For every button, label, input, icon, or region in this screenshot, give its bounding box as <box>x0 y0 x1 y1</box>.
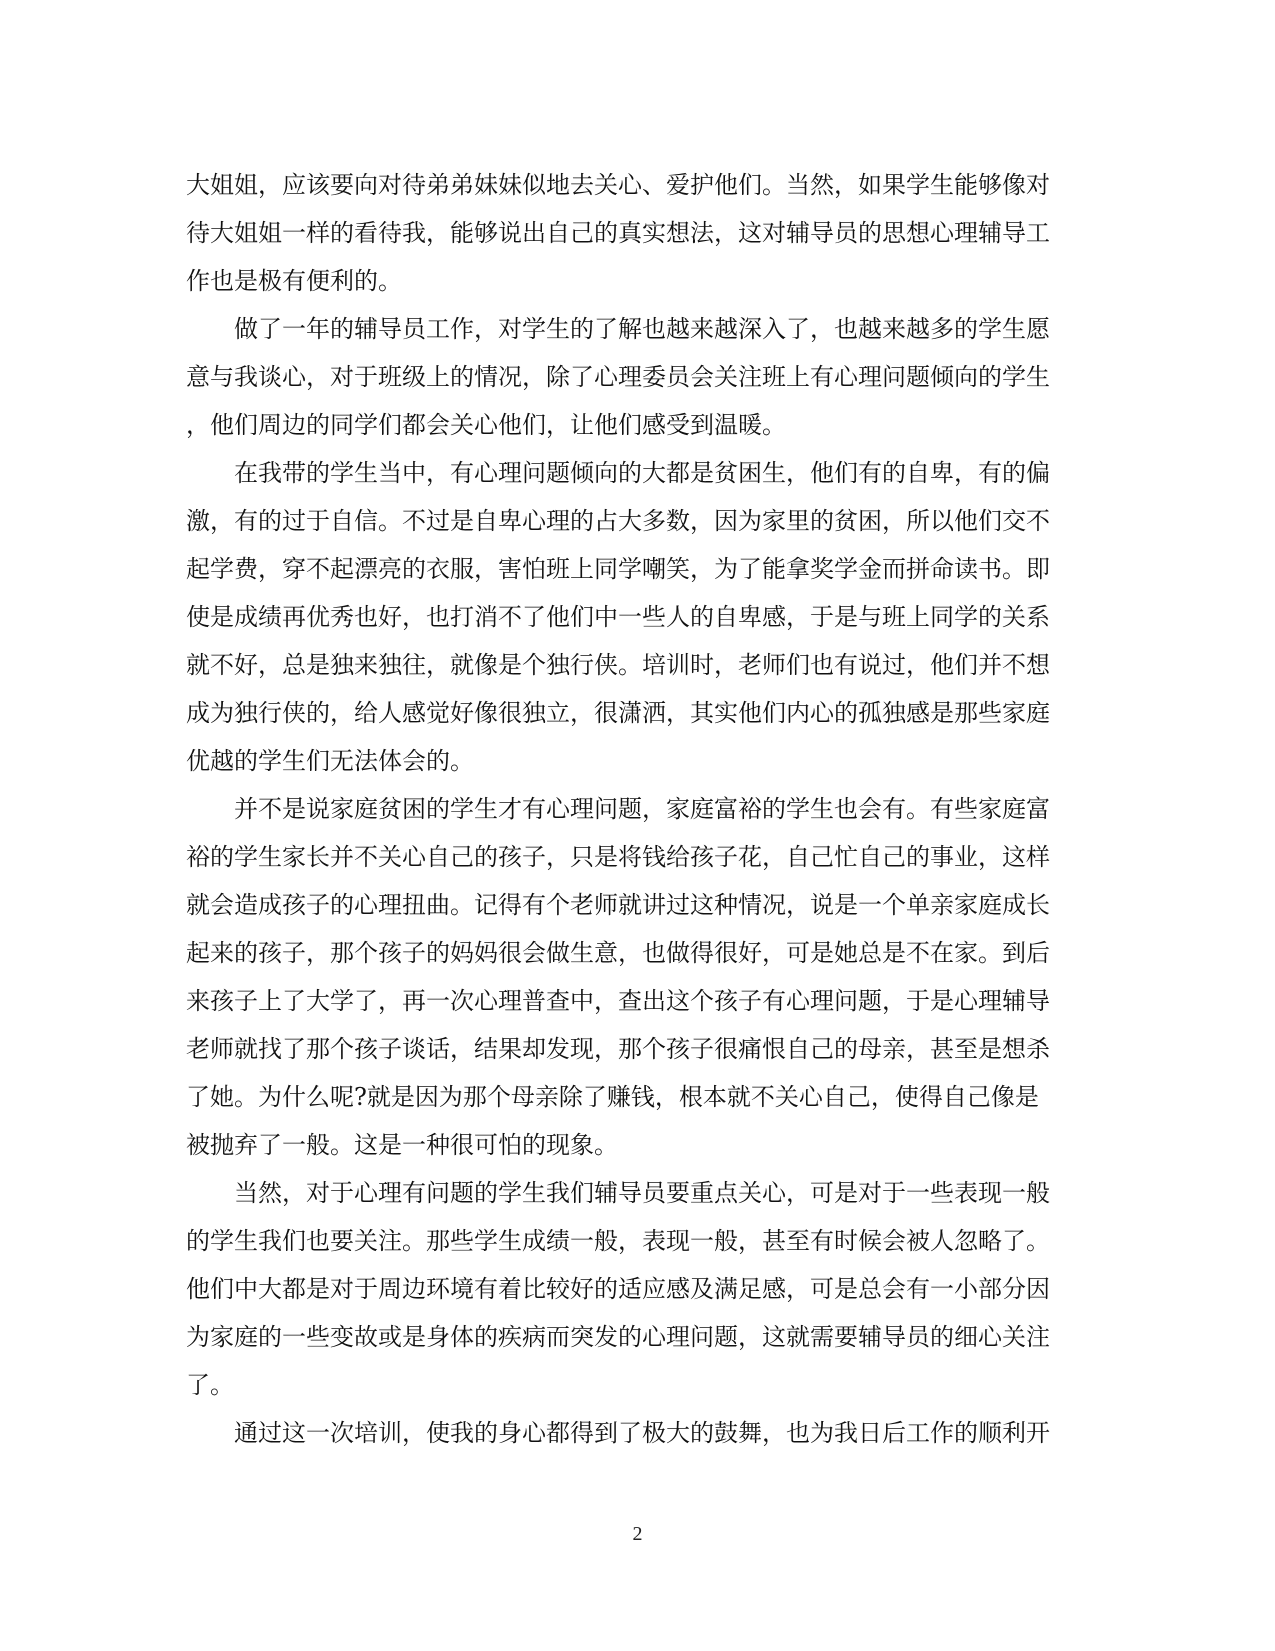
text-line: 起学费，穿不起漂亮的衣服，害怕班上同学嘲笑，为了能拿奖学金而拼命读书。即 <box>186 555 1050 583</box>
text-line: 成为独行侠的，给人感觉好像很独立，很潇洒，其实他们内心的孤独感是那些家庭 <box>186 699 1050 727</box>
text-line: 做了一年的辅导员工作，对学生的了解也越来越深入了，也越来越多的学生愿 <box>186 315 1050 343</box>
body-text <box>186 161 1086 1457</box>
text-line: 待大姐姐一样的看待我，能够说出自己的真实想法，这对辅导员的思想心理辅导工 <box>186 219 1050 247</box>
text-line: 通过这一次培训，使我的身心都得到了极大的鼓舞，也为我日后工作的顺利开 <box>186 1419 1050 1447</box>
text-line: ，他们周边的同学们都会关心他们，让他们感受到温暖。 <box>186 411 786 439</box>
text-line: 被抛弃了一般。这是一种很可怕的现象。 <box>186 1131 618 1159</box>
text-line: 了。 <box>186 1371 234 1399</box>
text-line: 就会造成孩子的心理扭曲。记得有个老师就讲过这种情况，说是一个单亲家庭成长 <box>186 891 1050 919</box>
text-line: 优越的学生们无法体会的。 <box>186 747 474 775</box>
text-line: 作也是极有便利的。 <box>186 267 402 295</box>
text-line: 并不是说家庭贫困的学生才有心理问题，家庭富裕的学生也会有。有些家庭富 <box>186 795 1050 823</box>
text-line: 来孩子上了大学了，再一次心理普查中，查出这个孩子有心理问题，于是心理辅导 <box>186 987 1050 1015</box>
text-line: 意与我谈心，对于班级上的情况，除了心理委员会关注班上有心理问题倾向的学生 <box>186 363 1050 391</box>
text-line: 了她。为什么呢?就是因为那个母亲除了赚钱，根本就不关心自己，使得自己像是 <box>186 1083 1039 1111</box>
text-line: 老师就找了那个孩子谈话，结果却发现，那个孩子很痛恨自己的母亲，甚至是想杀 <box>186 1035 1050 1063</box>
text-line: 使是成绩再优秀也好，也打消不了他们中一些人的自卑感，于是与班上同学的关系 <box>186 603 1050 631</box>
text-line: 当然，对于心理有问题的学生我们辅导员要重点关心，可是对于一些表现一般 <box>186 1179 1050 1207</box>
page-number: 2 <box>632 1523 643 1545</box>
text-line: 起来的孩子，那个孩子的妈妈很会做生意，也做得很好，可是她总是不在家。到后 <box>186 939 1050 967</box>
text-line: 激，有的过于自信。不过是自卑心理的占大多数，因为家里的贫困，所以他们交不 <box>186 507 1050 535</box>
text-line: 在我带的学生当中，有心理问题倾向的大都是贫困生，他们有的自卑，有的偏 <box>186 459 1050 487</box>
text-line: 为家庭的一些变故或是身体的疾病而突发的心理问题，这就需要辅导员的细心关注 <box>186 1323 1050 1351</box>
text-line: 就不好，总是独来独往，就像是个独行侠。培训时，老师们也有说过，他们并不想 <box>186 651 1050 679</box>
text-line: 大姐姐，应该要向对待弟弟妹妹似地去关心、爱护他们。当然，如果学生能够像对 <box>186 171 1050 199</box>
text-line: 裕的学生家长并不关心自己的孩子，只是将钱给孩子花，自己忙自己的事业，这样 <box>186 843 1050 871</box>
text-line: 的学生我们也要关注。那些学生成绩一般，表现一般，甚至有时候会被人忽略了。 <box>186 1227 1050 1255</box>
text-line: 他们中大都是对于周边环境有着比较好的适应感及满足感，可是总会有一小部分因 <box>186 1275 1050 1303</box>
